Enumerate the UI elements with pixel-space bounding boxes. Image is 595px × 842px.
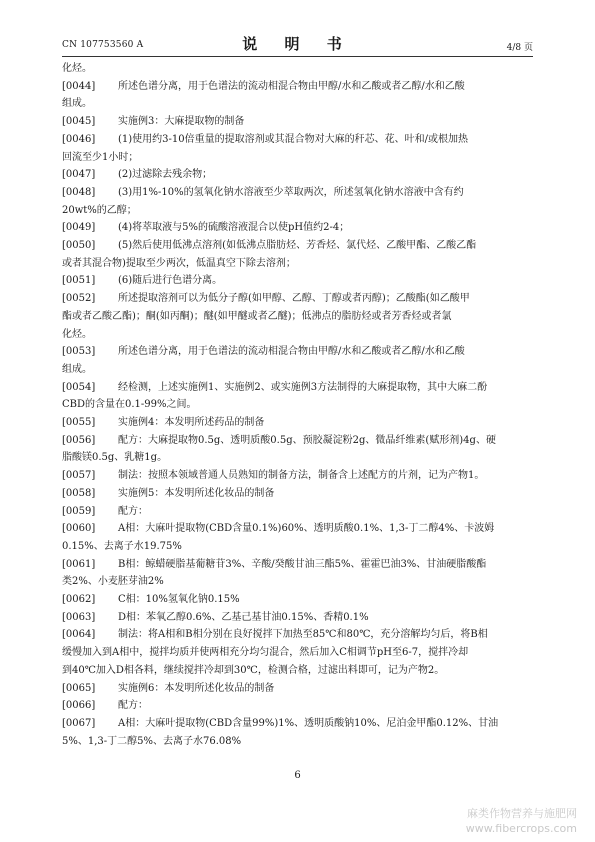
continuation-line xyxy=(62,310,536,324)
paragraph-text: 缓慢加入到A相中，搅拌均质并使两相充分均匀混合，然后加入C相调节pH至6-7，搅拌冷却 xyxy=(62,647,469,659)
paragraph-line xyxy=(62,381,536,395)
paragraph-tag: [0051] xyxy=(62,275,96,287)
paragraph-text: A相：大麻叶提取物(CBD含量99%)1%、透明质酸钠10%、尼泊金甲酯0.12%、甘油 xyxy=(118,717,499,729)
paragraph-text: 配方： xyxy=(118,700,148,712)
paragraph-text: 脂酸镁0.5g、乳糖1g。 xyxy=(62,452,168,464)
paragraph-text: (4)将萃取液与5%的硫酸溶液混合以使pH值约2-4； xyxy=(118,222,350,234)
paragraph-text: 5%、1,3-丁二醇5%、去离子水76.08% xyxy=(62,735,242,747)
continuation-line xyxy=(62,735,536,749)
paragraph-text: 经检测，上述实施例1、实施例2、或实施例3方法制得的大麻提取物，其中大麻二酚 xyxy=(118,381,488,393)
continuation-line xyxy=(62,540,536,554)
paragraph-text: 组成。 xyxy=(62,98,92,110)
paragraph-tag: [0048] xyxy=(62,186,96,198)
continuation-line xyxy=(62,151,536,165)
paragraph-tag: [0057] xyxy=(62,470,96,482)
paragraph-text: 酯或者乙酸乙酯)；酮(如丙酮)；醚(如甲醚或者乙醚)；低沸点的脂肪烃或者芳香烃或者氯 xyxy=(62,310,452,322)
paragraph-tag: [0064] xyxy=(62,629,96,641)
paragraph-text: 0.15%、去离子水19.75% xyxy=(62,540,182,552)
paragraph-text: D相：苯氧乙醇0.6%、乙基己基甘油0.15%、香精0.1% xyxy=(118,611,369,623)
paragraph-text: 实施例6：本发明所述化妆品的制备 xyxy=(118,682,275,694)
paragraph-tag: [0046] xyxy=(62,133,96,145)
paragraph-line xyxy=(62,186,536,200)
paragraph-line xyxy=(62,115,536,129)
header-divider xyxy=(62,56,533,57)
paragraph-text: 配方： xyxy=(118,505,148,517)
paragraph-text: 实施例4：本发明所述药品的制备 xyxy=(118,417,265,428)
page-header xyxy=(62,30,533,58)
paragraph-text: 所述提取溶剂可以为低分子醇(如甲醇、乙醇、丁醇或者丙醇)；乙酸酯(如乙酸甲 xyxy=(118,293,470,305)
paragraph-text: CBD的含量在0.1-99%之间。 xyxy=(62,399,197,411)
watermark-url: www.fibercrops.com xyxy=(465,822,577,835)
paragraph-tag: [0056] xyxy=(62,434,96,446)
patent-number: CN 107753560 A xyxy=(62,40,144,50)
continuation-line xyxy=(62,575,536,589)
document-title: 说 明 书 xyxy=(242,35,353,53)
paragraph-line xyxy=(62,416,536,430)
paragraph-line xyxy=(62,558,536,572)
continuation-line xyxy=(62,646,536,660)
paragraph-text: 或者其混合物)提取至少两次，低温真空下除去溶剂； xyxy=(62,257,296,269)
paragraph-text: 制法：将A相和B相分别在良好搅拌下加热至85℃和80℃，充分溶解均匀后，将B相 xyxy=(118,629,488,641)
continuation-line xyxy=(62,62,536,76)
continuation-line xyxy=(62,257,536,271)
paragraph-text: 所述色谱分离，用于色谱法的流动相混合物由甲醇/水和乙酸或者乙醇/水和乙酸 xyxy=(118,80,465,92)
paragraph-line xyxy=(62,487,536,501)
paragraph-tag: [0059] xyxy=(62,505,96,517)
paragraph-text: 回流至少1小时； xyxy=(62,151,139,163)
continuation-line xyxy=(62,204,536,218)
paragraph-text: A相：大麻叶提取物(CBD含量0.1%)60%、透明质酸0.1%、1,3-丁二醇4%、卡波姆 xyxy=(118,523,495,535)
paragraph-tag: [0063] xyxy=(62,611,96,623)
paragraph-line xyxy=(62,80,536,94)
paragraph-line xyxy=(62,292,536,306)
paragraph-text: (3)用1%-10%的氢氧化钠水溶液至少萃取两次，所述氢氧化钠水溶液中含有约 xyxy=(118,186,464,198)
paragraph-tag: [0058] xyxy=(62,487,96,499)
paragraph-text: (6)随后进行色谱分离。 xyxy=(118,275,223,287)
watermark-title: 麻类作物营养与施肥网 xyxy=(467,807,577,820)
paragraph-text: (5)然后使用低沸点溶剂(如低沸点脂肪烃、芳香烃、氯代烃、乙酸甲酯、乙酸乙酯 xyxy=(118,240,477,251)
paragraph-line xyxy=(62,505,536,519)
paragraph-tag: [0047] xyxy=(62,169,96,181)
paragraph-tag: [0044] xyxy=(62,80,96,92)
paragraph-line xyxy=(62,682,536,696)
page-count: 4/8 页 xyxy=(506,43,533,53)
paragraph-text: 到40℃加入D相各料，继续搅拌冷却到30℃，检测合格，过滤出料即可，记为产物2。 xyxy=(62,664,445,676)
paragraph-tag: [0054] xyxy=(62,381,96,393)
paragraph-tag: [0065] xyxy=(62,682,96,694)
page-number: 6 xyxy=(294,770,301,781)
paragraph-tag: [0053] xyxy=(62,346,96,358)
paragraph-line xyxy=(62,239,536,253)
paragraph-text: 化烃。 xyxy=(62,328,92,340)
paragraph-text: 化烃。 xyxy=(62,63,92,74)
paragraph-line xyxy=(62,168,536,182)
continuation-line xyxy=(62,328,536,342)
paragraph-line xyxy=(62,221,536,235)
paragraph-tag: [0067] xyxy=(62,717,96,729)
paragraph-text: B相：鲸蜡硬脂基葡糖苷3%、辛酸/癸酸甘油三酯5%、霍霍巴油3%、甘油硬脂酸酯 xyxy=(118,558,487,570)
paragraph-line xyxy=(62,522,536,536)
paragraph-tag: [0045] xyxy=(62,116,96,128)
paragraph-text: 类2%、小麦胚芽油2% xyxy=(62,576,164,588)
paragraph-text: 实施例5：本发明所述化妆品的制备 xyxy=(118,487,275,499)
paragraph-line xyxy=(62,345,536,359)
paragraph-line xyxy=(62,593,536,607)
paragraph-line xyxy=(62,274,536,288)
continuation-line xyxy=(62,451,536,465)
paragraph-text: C相：10%氢氧化钠0.15% xyxy=(118,594,240,605)
paragraph-tag: [0050] xyxy=(62,240,96,251)
paragraph-tag: [0060] xyxy=(62,523,96,535)
paragraph-line xyxy=(62,133,536,147)
paragraph-tag: [0066] xyxy=(62,700,96,712)
paragraph-tag: [0061] xyxy=(62,558,96,570)
paragraph-line xyxy=(62,469,536,483)
continuation-line xyxy=(62,664,536,678)
paragraph-text: (1)使用约3-10倍重量的提取溶剂或其混合物对大麻的秆芯、花、叶和/或根加热 xyxy=(118,133,468,145)
continuation-line xyxy=(62,363,536,377)
paragraph-text: (2)过滤除去残余物； xyxy=(118,169,213,181)
paragraph-text: 配方：大麻提取物0.5g、透明质酸0.5g、预胶凝淀粉2g、微晶纤维素(赋形剂)4g、硬 xyxy=(118,434,496,446)
paragraph-line xyxy=(62,434,536,448)
paragraph-text: 制法：按照本领域普通人员熟知的制备方法，制备含上述配方的片剂，记为产物1。 xyxy=(118,470,485,482)
paragraph-text: 组成。 xyxy=(62,363,92,375)
paragraph-line xyxy=(62,717,536,731)
paragraph-tag: [0062] xyxy=(62,594,96,605)
paragraph-line xyxy=(62,628,536,642)
continuation-line xyxy=(62,97,536,111)
paragraph-tag: [0049] xyxy=(62,222,96,234)
paragraph-text: 实施例3：大麻提取物的制备 xyxy=(118,116,245,128)
paragraph-text: 20wt%的乙醇； xyxy=(62,204,137,216)
paragraph-line xyxy=(62,699,536,713)
paragraph-text: 所述色谱分离，用于色谱法的流动相混合物由甲醇/水和乙酸或者乙醇/水和乙酸 xyxy=(118,346,465,358)
paragraph-line xyxy=(62,611,536,625)
continuation-line xyxy=(62,398,536,412)
site-watermark xyxy=(466,806,577,836)
paragraph-tag: [0055] xyxy=(62,417,96,428)
paragraph-tag: [0052] xyxy=(62,293,96,305)
